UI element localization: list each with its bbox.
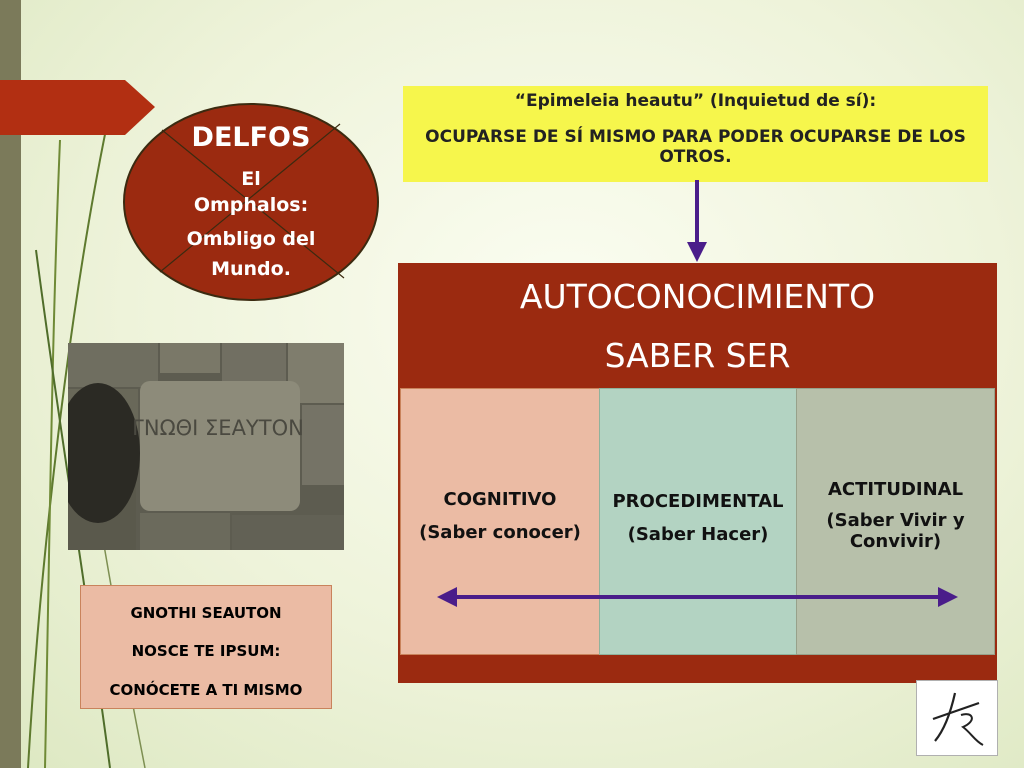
double-arrow xyxy=(435,584,960,610)
gnothi-line-3: CONÓCETE A TI MISMO xyxy=(109,681,303,699)
panel-subtitle: SABER SER xyxy=(604,336,791,375)
autoconocimiento-panel xyxy=(398,263,997,683)
column-title-actitudinal: ACTITUDINAL xyxy=(827,479,964,500)
column-subtitle-cognitivo: (Saber conocer) xyxy=(419,522,581,543)
panel-title: AUTOCONOCIMIENTO xyxy=(519,277,876,316)
gnothi-line-1: GNOTHI SEAUTON xyxy=(130,604,282,622)
stone-wall-photo xyxy=(68,343,344,550)
column-subtitle-actitudinal: (Saber Vivir y Convivir) xyxy=(826,510,965,552)
delfos-line-2: Omphalos: xyxy=(193,194,309,216)
delfos-title: DELFOS xyxy=(191,122,311,153)
epimeleia-heading: “Epimeleia heautu” (Inquietud de sí): xyxy=(514,91,877,111)
column-cognitivo xyxy=(400,388,600,655)
column-subtitle-procedimental: (Saber Hacer) xyxy=(627,524,769,545)
delfos-line-1: El xyxy=(241,168,261,190)
epimeleia-box xyxy=(403,86,988,182)
delfos-line-4: Mundo. xyxy=(211,258,291,280)
column-procedimental xyxy=(599,388,797,655)
delfos-line-3: Ombligo del xyxy=(186,228,316,250)
photo-inscription: ΓΝΩΘΙ ΣΕΑΥΤΟΝ xyxy=(132,416,304,440)
signature-logo xyxy=(916,680,998,756)
column-title-procedimental: PROCEDIMENTAL xyxy=(612,491,784,512)
gnothi-seauton-box xyxy=(80,585,332,709)
delfos-oval xyxy=(122,102,380,302)
epimeleia-text: OCUPARSE DE SÍ MISMO PARA PODER OCUPARSE DE LOS OTROS. xyxy=(425,127,966,167)
column-actitudinal xyxy=(796,388,995,655)
column-title-cognitivo: COGNITIVO xyxy=(443,489,557,510)
gnothi-line-2: NOSCE TE IPSUM: xyxy=(131,642,281,660)
down-arrow xyxy=(683,180,713,264)
